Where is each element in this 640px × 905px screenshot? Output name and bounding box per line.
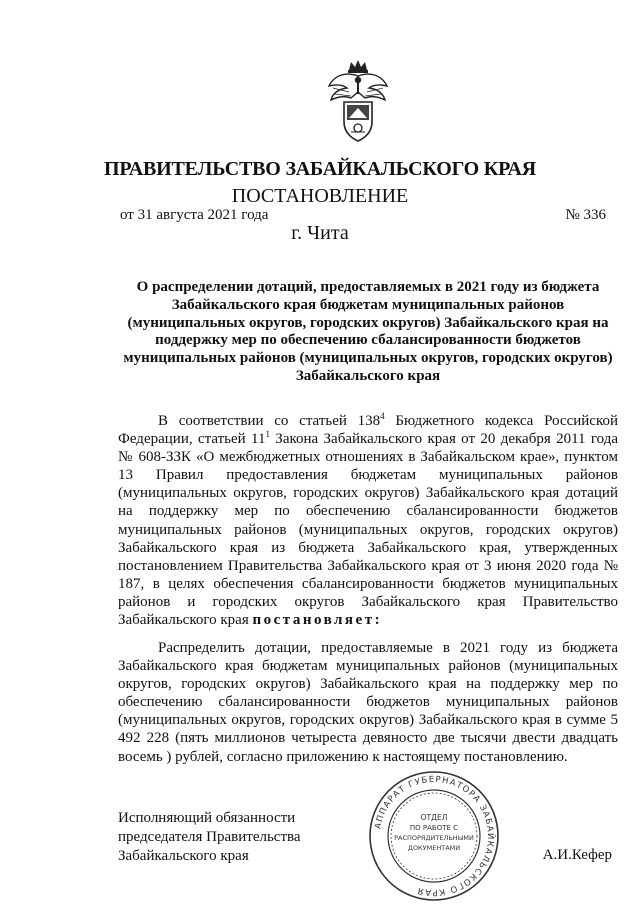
- document-number: № 336: [565, 207, 606, 223]
- document-subject: [118, 279, 618, 386]
- document-date: от 31 августа 2021 года: [120, 207, 269, 223]
- round-stamp-icon: [366, 768, 502, 904]
- document-type: ПОСТАНОВЛЕНИЕ: [231, 185, 409, 207]
- signer-name: А.И.Кефер: [542, 847, 612, 863]
- subject-line: О распределении дотаций, предоставляемых в 2021 году из бюджета: [136, 279, 600, 295]
- subject-line: поддержку мер по обеспечению сбалансированности бюджетов: [155, 332, 581, 349]
- preamble-text: Бюджетного кодекса Российской Федерации, статьей 11: [118, 413, 618, 448]
- decree-word: постановляет: [252, 612, 375, 629]
- article-superscript: 1: [265, 429, 270, 440]
- article-superscript: 4: [380, 411, 385, 421]
- subject-line: (муниципальных округов, городских округов) Забайкальского края на: [127, 314, 609, 331]
- signer-line: Забайкальского края: [118, 848, 249, 864]
- signer-line: председателя Правительства: [118, 829, 301, 845]
- subject-line: муниципальных районов (муниципальных округов, городских округов): [123, 350, 613, 367]
- svg-text:ДОКУМЕНТАМИ: ДОКУМЕНТАМИ: [407, 844, 461, 852]
- svg-text:ПО РАБОТЕ С: ПО РАБОТЕ С: [409, 824, 459, 832]
- operative-paragraph: Распределить дотации, предоставляемые в 2021 году из бюджета Забайкальского края бюджетам муниципальных районов (муниципальных округов, городских округов) Забайкальского края на поддержку мер по обеспечению сбалансированности бюджетов муниципальных районов (муниципальных округов, городских округов) Забайкальского края в сумме 5 492 228 (пять миллионов четыреста девяносто две тысячи двести двадцать восемь ) рублей, согласно приложению к настоящему постановлению.: [118, 640, 618, 765]
- svg-text:ОТДЕЛ: ОТДЕЛ: [420, 813, 448, 822]
- preamble-text: Закона Забайкальского края от 20 декабря 2011 года № 608-ЗЗК «О межбюджетных отношениях в Забайкальском крае», пунктом 13 Правил предоставления бюджетам муниципальных районов (муниципальных округов, городских округов) Забайкальского края дотаций на поддержку мер по обеспечению сбалансированности бюджетов муниципальных районов (муниципальных округов, городских округов) Забайкальского края из бюджета Забайкальского края, утвержденных постановлением Правительства Забайкальского края от 3 июня 2020 года № 187, в целях обеспечения сбалансированности бюджетов муниципальных районов и городских округов Забайкальского края Правительство Забайкальского края: [118, 431, 619, 629]
- preamble-text: В соответствии со статьей 138: [158, 413, 381, 429]
- decree-colon: :: [374, 612, 383, 629]
- coat-of-arms-icon: [327, 58, 389, 144]
- svg-text:РАСПОРЯДИТЕЛЬНЫМИ: РАСПОРЯДИТЕЛЬНЫМИ: [394, 834, 474, 842]
- preamble-paragraph: [118, 412, 618, 629]
- signer-title: [118, 809, 301, 866]
- document-city: г. Чита: [291, 222, 349, 244]
- subject-line: Забайкальского края бюджетам муниципальных районов: [171, 296, 565, 313]
- government-title: ПРАВИТЕЛЬСТВО ЗАБАЙКАЛЬСКОГО КРАЯ: [103, 158, 537, 180]
- signer-line: Исполняющий обязанности: [118, 810, 296, 826]
- subject-line: Забайкальского края: [295, 367, 441, 384]
- stamp-outer-text: АППАРАТ ГУБЕРНАТОРА ЗАБАЙКАЛЬСКОГО КРАЯ: [373, 774, 496, 898]
